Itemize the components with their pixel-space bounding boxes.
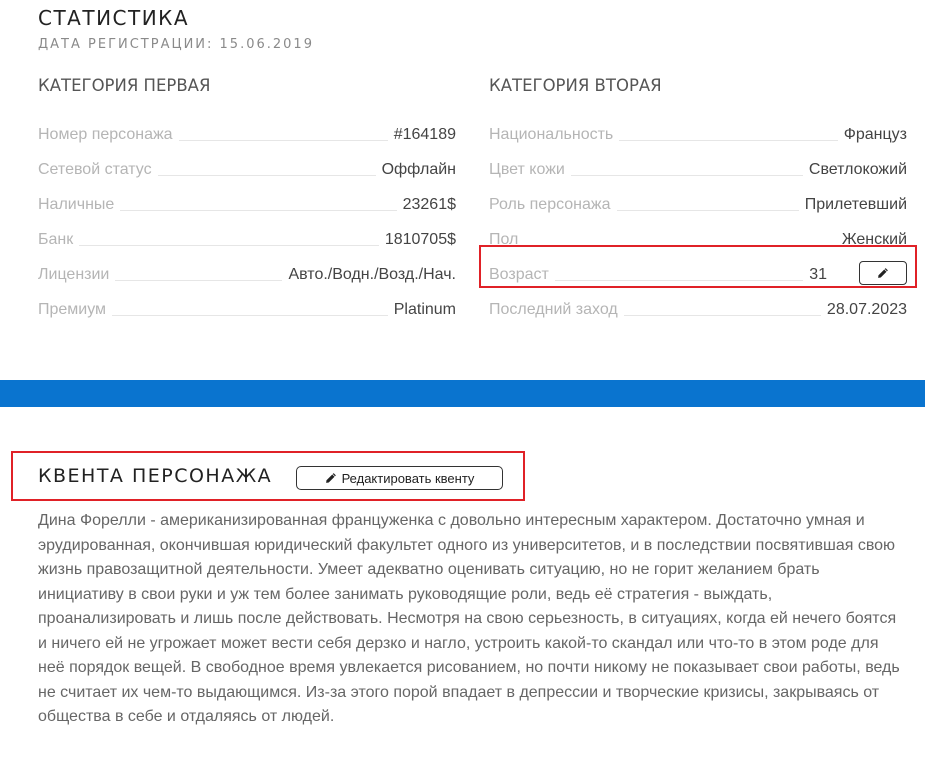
stat-row-character-number <box>38 109 456 144</box>
divider <box>619 139 837 141</box>
stat-label: Последний заход <box>489 301 618 318</box>
stat-row-cash <box>38 179 456 214</box>
divider <box>115 279 282 281</box>
stat-label: Номер персонажа <box>38 126 173 143</box>
stat-value: 31 <box>809 266 827 283</box>
stat-row-bank <box>38 214 456 249</box>
stat-value: Platinum <box>393 301 456 318</box>
registration-date: ДАТА РЕГИСТРАЦИИ: 15.06.2019 <box>38 37 314 52</box>
stat-label: Наличные <box>38 196 115 213</box>
stat-label: Премиум <box>38 301 107 318</box>
divider <box>571 174 803 176</box>
divider <box>617 209 799 211</box>
stat-row-nationality <box>489 109 907 144</box>
stat-row-network-status <box>38 144 456 179</box>
stat-label: Национальность <box>489 126 614 143</box>
quenta-text: Дина Форелли - американизированная француженка с довольно интересным характером. Достаточно умная и эрудированная, окончившая юридический факультет одного из университетов, и в последствии посвятившая свою жизнь правозащитной деятельности. Умеет адекватно оценивать ситуацию, но не горит желанием брать инициативу в свои руки и уж тем более занимать руководящие роли, ведь её стратегия - выждать, проанализировать и лишь после действовать. Несмотря на свою серьезность, в ситуациях, когда ей нечего боятся и ничего ей не угрожает может вести себя дерзко и нагло, устроить какой-то скандал или что-то в этом роде для неё порядок вещей. В свободное время увлекается рисованием, но почти никому не показывает свои работы, ведь не считает их чем-то выдающимся. Из-за этого порой впадает в депрессии и творческие кризисы, закрываясь от общества в себе и отдаляясь от людей. <box>38 512 900 725</box>
stat-row-skin-color <box>489 144 907 179</box>
stat-value: Оффлайн <box>381 161 456 178</box>
stat-value: 1810705$ <box>384 231 456 248</box>
stat-label: Возраст <box>489 266 549 283</box>
stat-row-gender <box>489 214 907 249</box>
pencil-icon <box>325 472 337 484</box>
category-second-title: КАТЕГОРИЯ ВТОРАЯ <box>489 76 662 95</box>
category-first-list <box>38 109 456 319</box>
stat-label: Роль персонажа <box>489 196 611 213</box>
category-first-title: КАТЕГОРИЯ ПЕРВАЯ <box>38 76 211 95</box>
stat-value: Авто./Водн./Возд./Нач. <box>288 266 456 283</box>
edit-quenta-button[interactable] <box>296 466 503 490</box>
divider <box>158 174 376 176</box>
quenta-title: КВЕНТА ПЕРСОНАЖА <box>38 465 273 487</box>
stat-row-premium <box>38 284 456 319</box>
divider <box>624 314 821 316</box>
stats-title: СТАТИСТИКА <box>38 6 190 30</box>
stat-label: Пол <box>489 231 519 248</box>
stat-value: Прилетевший <box>804 196 907 213</box>
stat-value: Женский <box>841 231 907 248</box>
stat-row-character-role <box>489 179 907 214</box>
stat-value: Француз <box>843 126 907 143</box>
divider <box>112 314 388 316</box>
stat-label: Лицензии <box>38 266 110 283</box>
divider <box>120 209 396 211</box>
stat-value: #164189 <box>393 126 456 143</box>
stat-label: Цвет кожи <box>489 161 565 178</box>
age-highlight-frame <box>479 245 917 288</box>
section-divider-band <box>0 380 925 407</box>
stat-value: 23261$ <box>402 196 456 213</box>
stat-row-licenses <box>38 249 456 284</box>
stat-value: Светлокожий <box>808 161 907 178</box>
stat-label: Банк <box>38 231 74 248</box>
edit-quenta-label: Редактировать квенту <box>341 470 475 486</box>
stat-label: Сетевой статус <box>38 161 152 178</box>
stat-value: 28.07.2023 <box>826 301 907 318</box>
divider <box>79 244 379 246</box>
divider <box>179 139 388 141</box>
stat-row-last-login <box>489 284 907 319</box>
